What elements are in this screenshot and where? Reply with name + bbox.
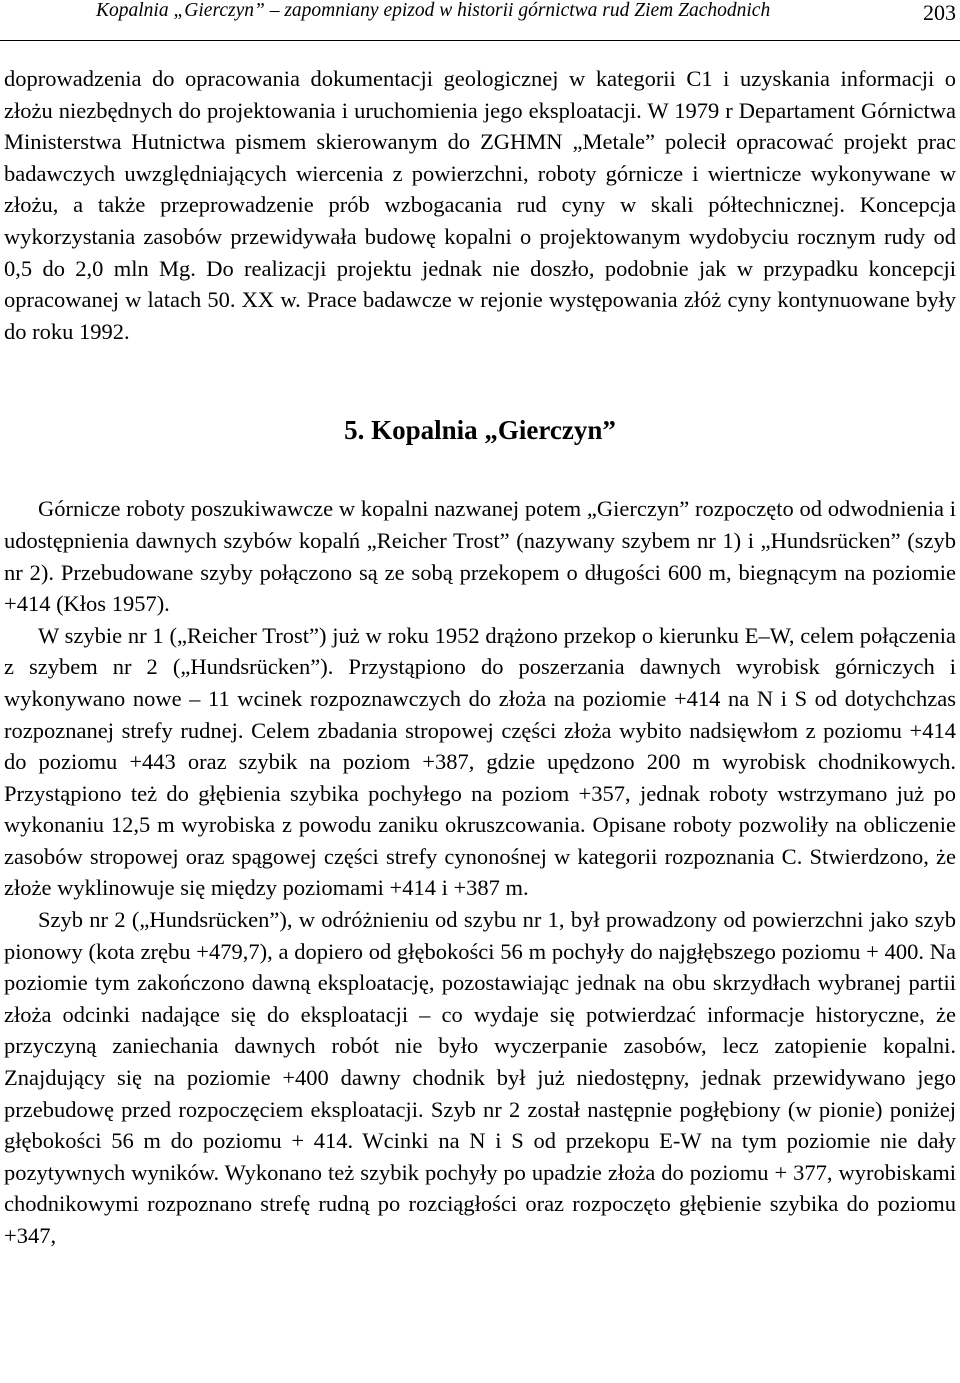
section-heading: 5. Kopalnia „Gierczyn” — [344, 415, 616, 446]
paragraph: W szybie nr 1 („Reicher Trost”) już w roku 1952 drążono przekop o kierunku E–W, celem połączenia z szybem nr 2 („Hundsrücken”). Przystąpiono do poszerzania dawnych wyrobisk górniczych i wykonywano nowe – 11 wcinek rozpoznawczych do złoża na poziomie +414 na N i S od dotychchzas rozpoznanej strefy rudnej. Celem zbadania stropowej części złoża wybito nadsięwłom z poziomu +414 do poziomu +443 oraz szybik na poziom +387, gdzie upędzono 200 m wyrobisk chodnikowych. Przystąpiono też do głębienia szybika pochyłego na poziom +357, jednak roboty wstrzymano już po wykonaniu 12,5 m wyrobiska z powodu zaniku okruszcowania. Opisane roboty pozwoliły na obliczenie zasobów stropowej oraz spągowej części strefy cynonośnej w kategorii rozpoznania C. Stwierdzono, że złoże wyklinowuje się między poziomami +414 i +387 m. — [4, 622, 956, 901]
paragraph: Górnicze roboty poszukiwawcze w kopalni nazwanej potem „Gierczyn” rozpoczęto od odwodnienia i udostępnienia dawnych szybów kopalń „Reicher Trost” (nazywany szybem nr 1) i „Hundsrücken” (szyb nr 2). Przebudowane szyby połączono są ze sobą przekopem o długości 600 m, biegnącym na poziomie +414 (Kłos 1957). — [4, 496, 956, 617]
paragraph: Szyb nr 2 („Hundsrücken”), w odróżnieniu od szybu nr 1, był prowadzony od powierzchni jako szyb pionowy (kota zrębu +479,7), a dopiero od głębokości 56 m pochyły do najgłębszego poziomu + 400. Na poziomie tym zakończono dawną eksploatację, pozostawiając jednak na obu skrzydłach wybranej partii złoża odcinki nadające się do eksploatacji – co wydaje się potwierdzać informacje historyczne, że przyczyną zaniechania dawnych robót nie było wyczerpanie zasobów, lecz zatopienie kopalni. Znajdujący się na poziomie +400 dawny chodnik był już niedostępny, jednak przewidywano jego przebudowę przed rozpoczęciem eksploatacji. Szyb nr 2 został następnie pogłębiony (w pionie) poniżej głębokości 56 m do poziomu + 414. Wcinki na N i S od przekopu E-W na tym poziomie nie dały pozytywnych wyników. Wykonano też szybik pochyły po upadzie złoża do poziomu + 377, wyrobiskami chodnikowymi rozpoznano strefę rudną po rozciągłości oraz rozpoczęto głębienie szybika do poziomu +347, — [4, 907, 956, 1248]
page-number: 203 — [923, 0, 956, 25]
running-header — [0, 0, 960, 41]
body-text — [4, 63, 956, 1252]
running-title: Kopalnia „Gierczyn” – zapomniany epizod w historii górnictwa rud Ziem Zachodnich — [96, 0, 771, 21]
paragraph: doprowadzenia do opracowania dokumentacji geologicznej w kategorii C1 i uzyskania informacji o złożu niezbędnych do projektowania i uruchomienia jego eksploatacji. W 1979 r Departament Górnictwa Ministerstwa Hutnictwa pismem skierowanym do ZGHMN „Metale” polecił opracować projekt prac badawczych uwzględniających wiercenia z powierzchni, roboty górnicze i wiertnicze wykonywane w złożu, a także przeprowadzenie prób wzbogacania rud cyny w skali półtechnicznej. Koncepcja wykorzystania zasobów przewidywała budowę kopalni o projektowanym wydobyciu rocznym rudy od 0,5 do 2,0 mln Mg. Do realizacji projektu jednak nie doszło, podobnie jak w przypadku koncepcji opracowanej w latach 50. XX w. Prace badawcze w rejonie występowania złóż cyny kontynuowane były do roku 1992. — [4, 66, 956, 344]
